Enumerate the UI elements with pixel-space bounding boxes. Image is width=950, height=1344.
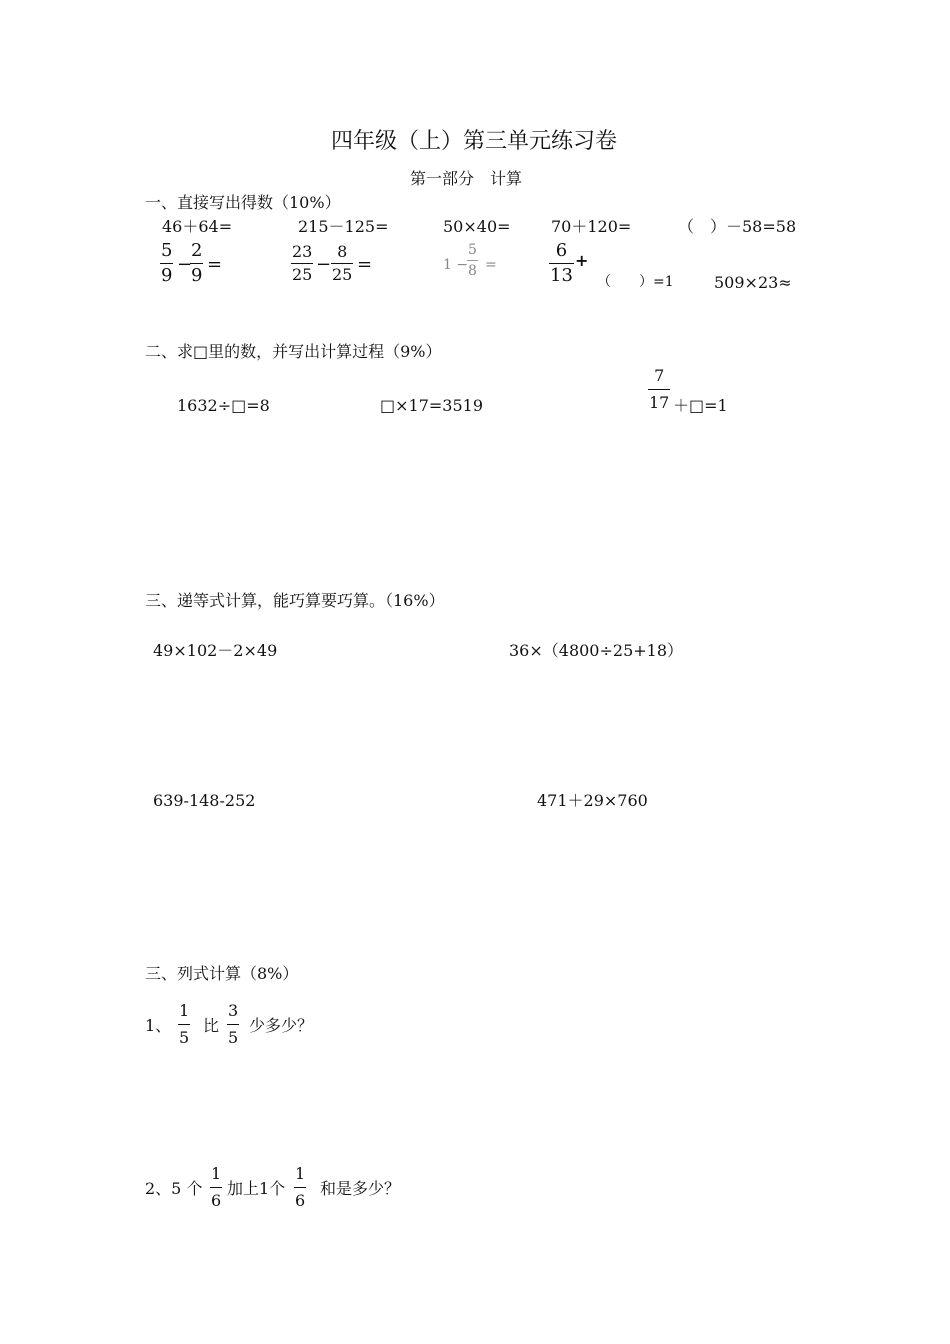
fraction-2-9 [190, 242, 203, 285]
numerator: 2 [191, 240, 203, 261]
fraction-7-17 [648, 368, 670, 411]
expr-2-1: 1632÷□=8 [177, 396, 270, 415]
fraction-8-25 [331, 244, 353, 283]
denominator: 9 [191, 265, 203, 286]
numerator: 5 [161, 240, 173, 261]
expr-3-1: 49×102－2×49 [153, 641, 278, 660]
fraction-bar [549, 263, 574, 264]
expr-blank-equals-one: （ ）=1 [597, 274, 674, 290]
equals-sign: = [207, 254, 223, 275]
expr-1-2: 215－125= [298, 217, 389, 236]
expr-3-2: 36×（4800÷25+18） [509, 641, 684, 660]
minus-sign: − [177, 254, 193, 275]
fraction-bar [331, 263, 353, 264]
numerator: 23 [292, 242, 313, 261]
one-minus: 1 − [443, 257, 469, 273]
fraction-5-9 [160, 242, 173, 285]
fraction-1-6-b [294, 1166, 306, 1209]
fraction-bar [291, 263, 313, 264]
numerator: 5 [468, 242, 477, 258]
fraction-bar [160, 263, 173, 264]
fraction-23-25 [291, 244, 313, 283]
numerator: 1 [179, 1001, 190, 1020]
q1-prefix: 1、 [145, 1016, 172, 1035]
denominator: 5 [228, 1028, 239, 1047]
expr-2-3-rest: ＋□=1 [673, 396, 728, 415]
expr-1-4: 70＋120= [551, 217, 632, 236]
fraction-5-8 [467, 243, 478, 278]
fraction-bar [294, 1187, 306, 1188]
denominator: 17 [649, 393, 670, 412]
fraction-bar [467, 260, 478, 261]
denominator: 6 [211, 1191, 222, 1210]
expr-1-1: 46＋64= [162, 217, 233, 236]
fraction-bar [210, 1187, 222, 1188]
expr-3-4: 471＋29×760 [537, 791, 648, 810]
equals-sign: = [485, 257, 497, 273]
fraction-bar [227, 1024, 239, 1025]
numerator: 1 [295, 1164, 306, 1183]
numerator: 1 [211, 1164, 222, 1183]
denominator: 13 [550, 265, 573, 286]
section3-heading: 三、递等式计算，能巧算要巧算。（16%） [145, 591, 445, 610]
fraction-1-6-a [210, 1166, 222, 1209]
expr-1-3: 50×40= [443, 217, 511, 236]
fraction-6-13 [549, 242, 574, 285]
q1-mid: 比 [203, 1016, 220, 1035]
fraction-bar [190, 263, 203, 264]
section1-heading: 一、直接写出得数（10%） [145, 193, 341, 212]
expr-509x23: 509×23≈ [714, 273, 792, 292]
fraction-1-5 [178, 1003, 190, 1046]
section2-heading: 二、求□里的数，并写出计算过程（9%） [145, 342, 442, 361]
denominator: 6 [295, 1191, 306, 1210]
fraction-bar [178, 1024, 190, 1025]
minus-sign: − [316, 254, 332, 275]
denominator: 25 [332, 265, 353, 284]
denominator: 25 [292, 265, 313, 284]
section4-heading: 三、列式计算（8%） [145, 964, 299, 983]
equals-sign: = [357, 254, 373, 275]
denominator: 9 [161, 265, 173, 286]
fraction-3-5 [227, 1003, 239, 1046]
expr-1-5: （ ）－58=58 [678, 217, 797, 236]
q2-prefix: 2、5 个 [145, 1179, 203, 1198]
denominator: 8 [468, 263, 477, 279]
q1-suffix: 少多少？ [249, 1016, 314, 1035]
expr-2-2: □×17=3519 [380, 396, 484, 415]
fraction-bar [648, 389, 670, 390]
numerator: 6 [555, 240, 568, 261]
numerator: 7 [654, 366, 665, 385]
plus-sign: + [575, 251, 589, 270]
page-subtitle: 第一部分 计算 [410, 169, 523, 188]
q2-mid: 加上1个 [227, 1179, 286, 1198]
numerator: 3 [228, 1001, 239, 1020]
numerator: 8 [337, 242, 348, 261]
page-title: 四年级（上）第三单元练习卷 [331, 129, 618, 154]
denominator: 5 [179, 1028, 190, 1047]
q2-suffix: 和是多少？ [320, 1179, 401, 1198]
expr-3-3: 639-148-252 [153, 791, 256, 810]
